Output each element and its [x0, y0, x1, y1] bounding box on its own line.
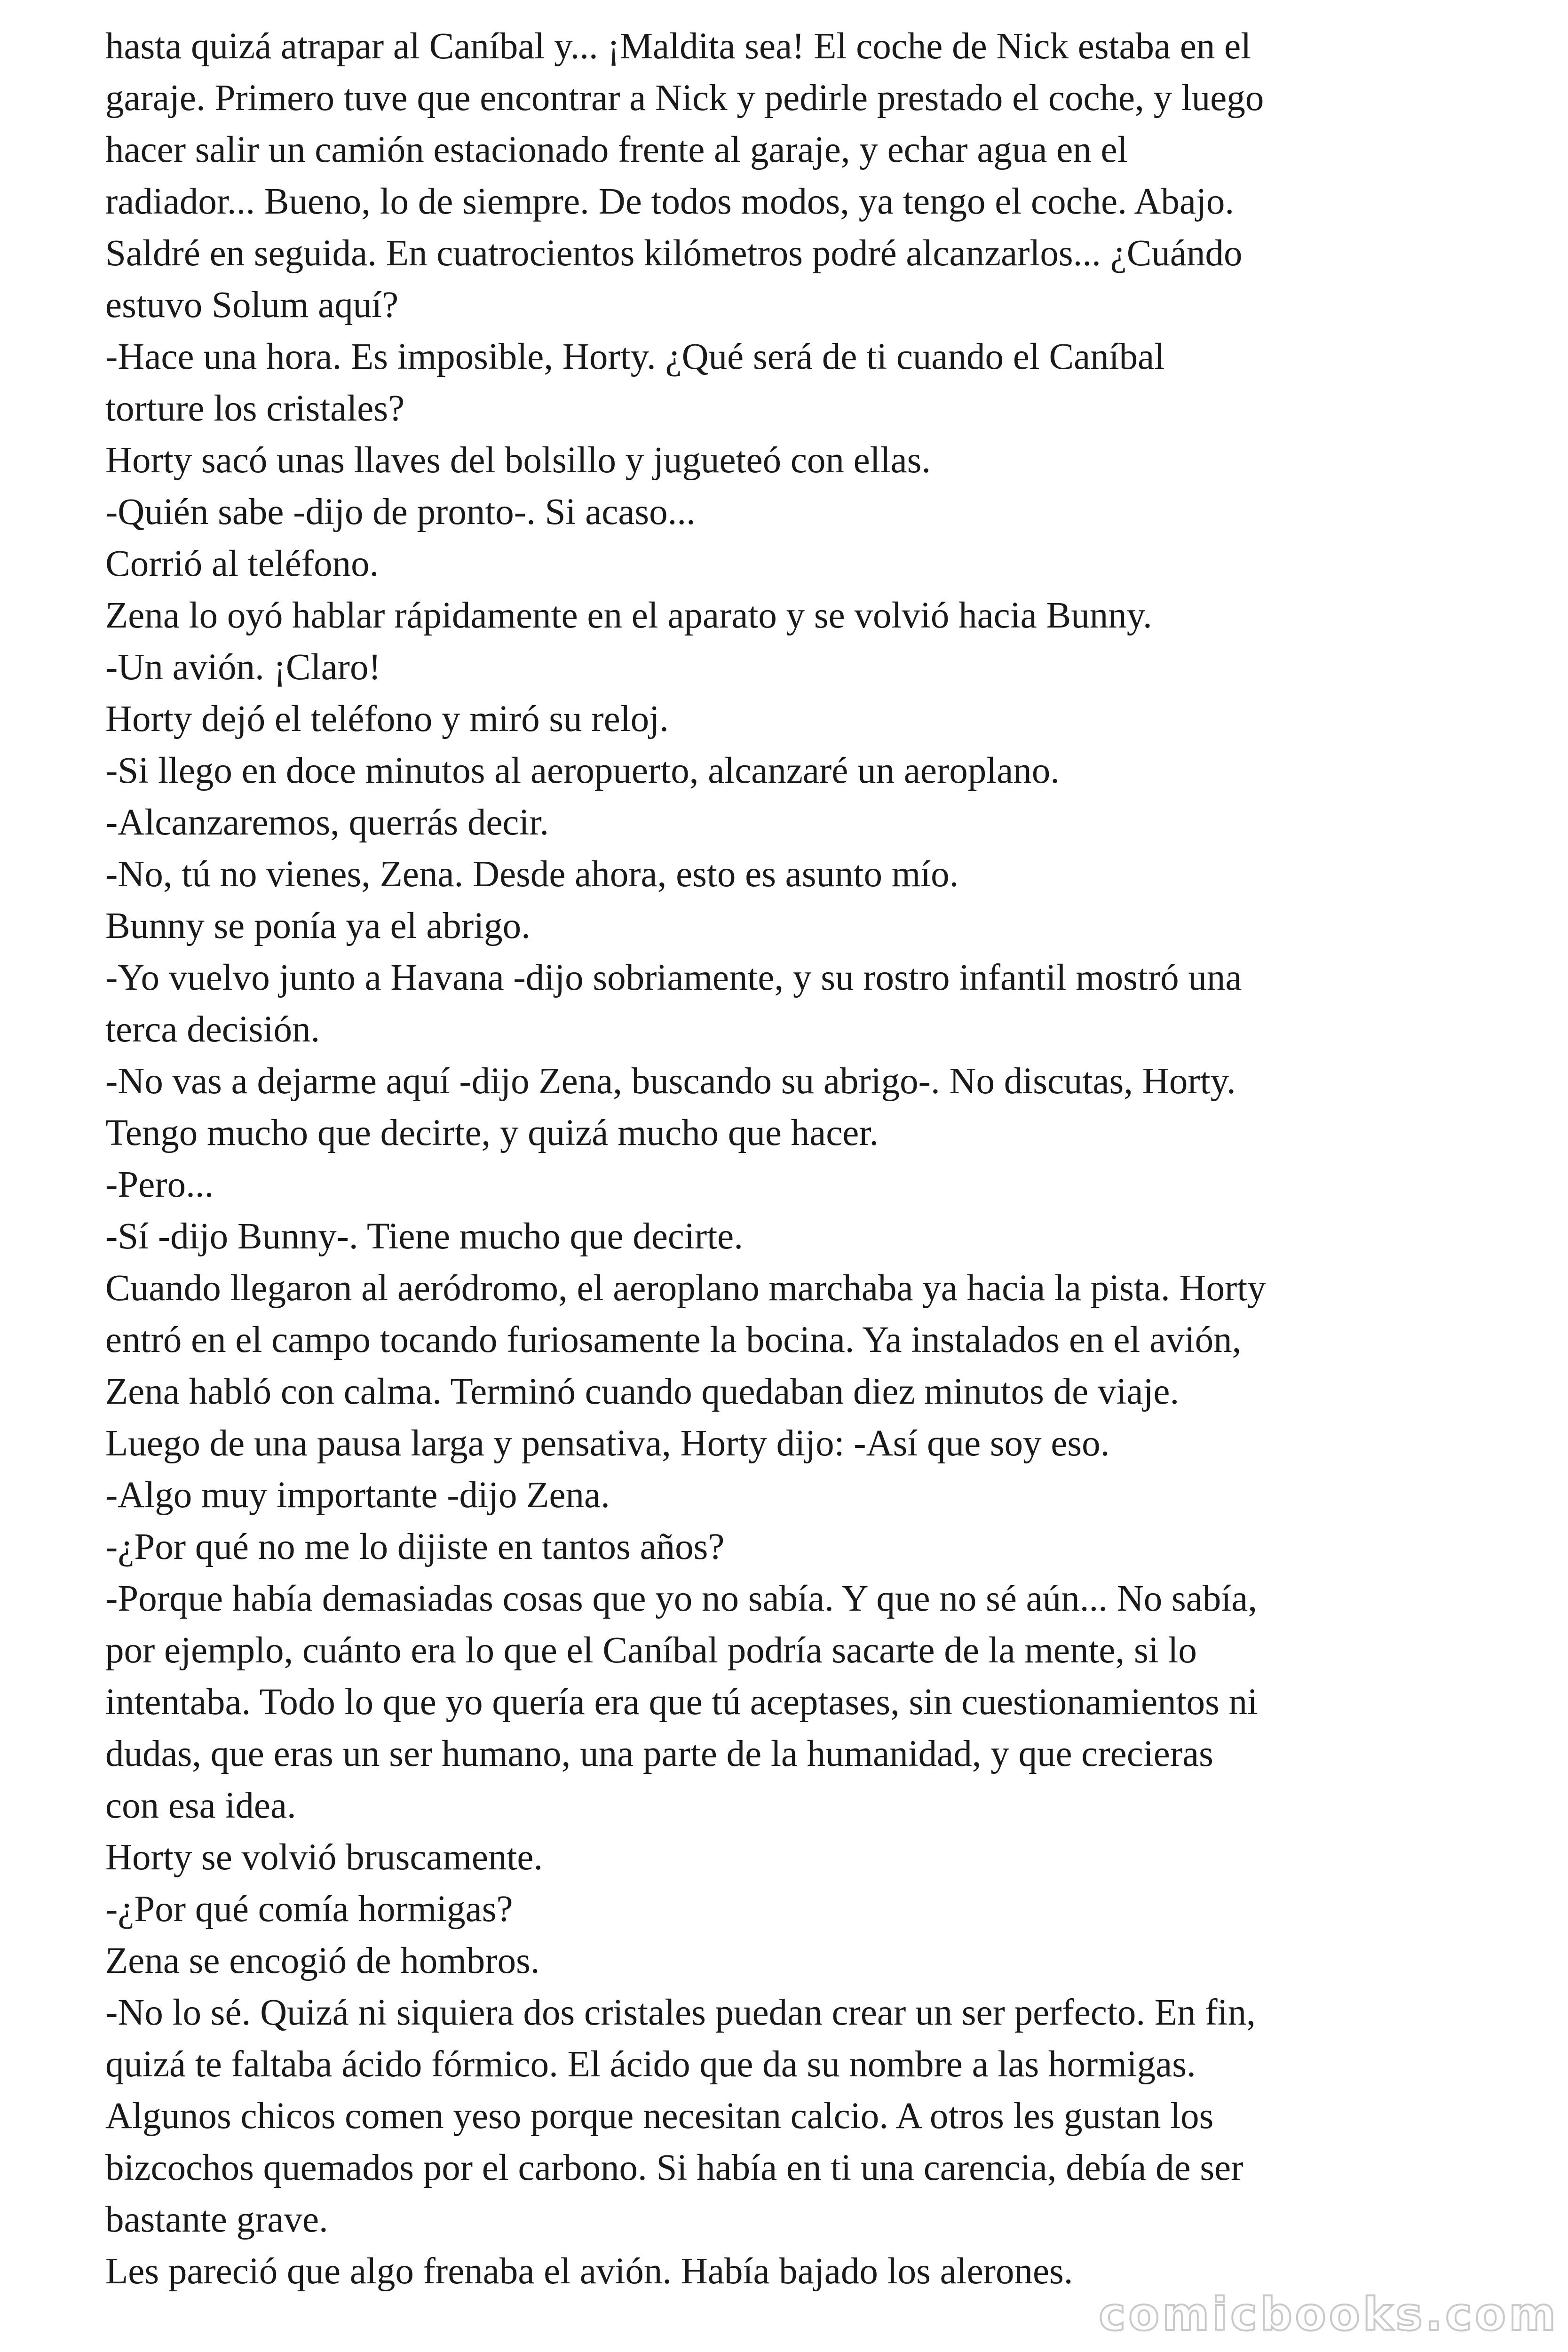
- text-line: -Porque había demasiadas cosas que yo no sabía. Y que no sé aún... No sabía,: [105, 1578, 1258, 1619]
- text-line: Cuando llegaron al aeródromo, el aeroplano marchaba ya hacia la pista. Horty: [105, 1268, 1266, 1309]
- text-line: -No lo sé. Quizá ni siquiera dos cristales puedan crear un ser perfecto. En fin,: [105, 1992, 1256, 2033]
- text-line: Bunny se ponía ya el abrigo.: [105, 906, 531, 946]
- text-line: Algunos chicos comen yeso porque necesitan calcio. A otros les gustan los: [105, 2096, 1214, 2137]
- text-line: Tengo mucho que decirte, y quizá mucho que hacer.: [105, 1112, 879, 1153]
- text-line: radiador... Bueno, lo de siempre. De todos modos, ya tengo el coche. Abajo.: [105, 181, 1235, 222]
- text-line: Horty sacó unas llaves del bolsillo y jugueteó con ellas.: [105, 440, 931, 481]
- text-line: -Quién sabe -dijo de pronto-. Si acaso...: [105, 492, 696, 532]
- text-line: -¿Por qué no me lo dijiste en tantos años?: [105, 1526, 725, 1567]
- text-line: Corrió al teléfono.: [105, 543, 379, 584]
- text-line: Zena se encogió de hombros.: [105, 1940, 540, 1981]
- text-line: Horty se volvió bruscamente.: [105, 1837, 543, 1878]
- text-line: bastante grave.: [105, 2199, 328, 2240]
- text-line: -¿Por qué comía hormigas?: [105, 1889, 513, 1930]
- text-line: Zena habló con calma. Terminó cuando quedaban diez minutos de viaje.: [105, 1371, 1180, 1412]
- text-line: por ejemplo, cuánto era lo que el Caníbal podría sacarte de la mente, si lo: [105, 1630, 1197, 1671]
- text-line: estuvo Solum aquí?: [105, 285, 399, 326]
- text-line: garaje. Primero tuve que encontrar a Nick y pedirle prestado el coche, y luego: [105, 78, 1264, 119]
- watermark: comicbooks.com: [1099, 2288, 1559, 2341]
- text-line: bizcochos quemados por el carbono. Si había en ti una carencia, debía de ser: [105, 2147, 1243, 2188]
- text-line: -Algo muy importante -dijo Zena.: [105, 1475, 610, 1516]
- text-line: -Sí -dijo Bunny-. Tiene mucho que decirte.: [105, 1216, 743, 1257]
- text-line: -Un avión. ¡Claro!: [105, 647, 381, 688]
- text-line: Horty dejó el teléfono y miró su reloj.: [105, 699, 669, 739]
- text-line: quizá te faltaba ácido fórmico. El ácido que da su nombre a las hormigas.: [105, 2044, 1196, 2085]
- text-line: Zena lo oyó hablar rápidamente en el aparato y se volvió hacia Bunny.: [105, 595, 1152, 636]
- text-line: Luego de una pausa larga y pensativa, Horty dijo: -Así que soy eso.: [105, 1423, 1110, 1464]
- text-line: entró en el campo tocando furiosamente la bocina. Ya instalados en el avión,: [105, 1319, 1242, 1360]
- text-line: -Alcanzaremos, querrás decir.: [105, 802, 549, 843]
- text-line: intentaba. Todo lo que yo quería era que tú aceptases, sin cuestionamientos ni: [105, 1682, 1258, 1723]
- text-line: -No vas a dejarme aquí -dijo Zena, buscando su abrigo-. No discutas, Horty.: [105, 1061, 1236, 1102]
- text-line: terca decisión.: [105, 1009, 320, 1050]
- text-line: hacer salir un camión estacionado frente al garaje, y echar agua en el: [105, 129, 1128, 170]
- text-line: -Si llego en doce minutos al aeropuerto, alcanzaré un aeroplano.: [105, 750, 1060, 791]
- text-line: -Hace una hora. Es imposible, Horty. ¿Qué será de ti cuando el Caníbal: [105, 336, 1165, 377]
- text-line: Les pareció que algo frenaba el avión. Había bajado los alerones.: [105, 2251, 1073, 2292]
- text-line: dudas, que eras un ser humano, una parte de la humanidad, y que crecieras: [105, 1733, 1213, 1774]
- text-line: -No, tú no vienes, Zena. Desde ahora, esto es asunto mío.: [105, 854, 959, 895]
- text-line: Saldré en seguida. En cuatrocientos kilómetros podré alcanzarlos... ¿Cuándo: [105, 233, 1243, 274]
- text-line: -Pero...: [105, 1164, 214, 1205]
- text-line: -Yo vuelvo junto a Havana -dijo sobriamente, y su rostro infantil mostró una: [105, 957, 1242, 998]
- text-line: hasta quizá atrapar al Caníbal y... ¡Maldita sea! El coche de Nick estaba en el: [105, 26, 1251, 67]
- text-line: torture los cristales?: [105, 388, 405, 429]
- body-text: [105, 21, 1469, 2297]
- text-line: con esa idea.: [105, 1785, 296, 1826]
